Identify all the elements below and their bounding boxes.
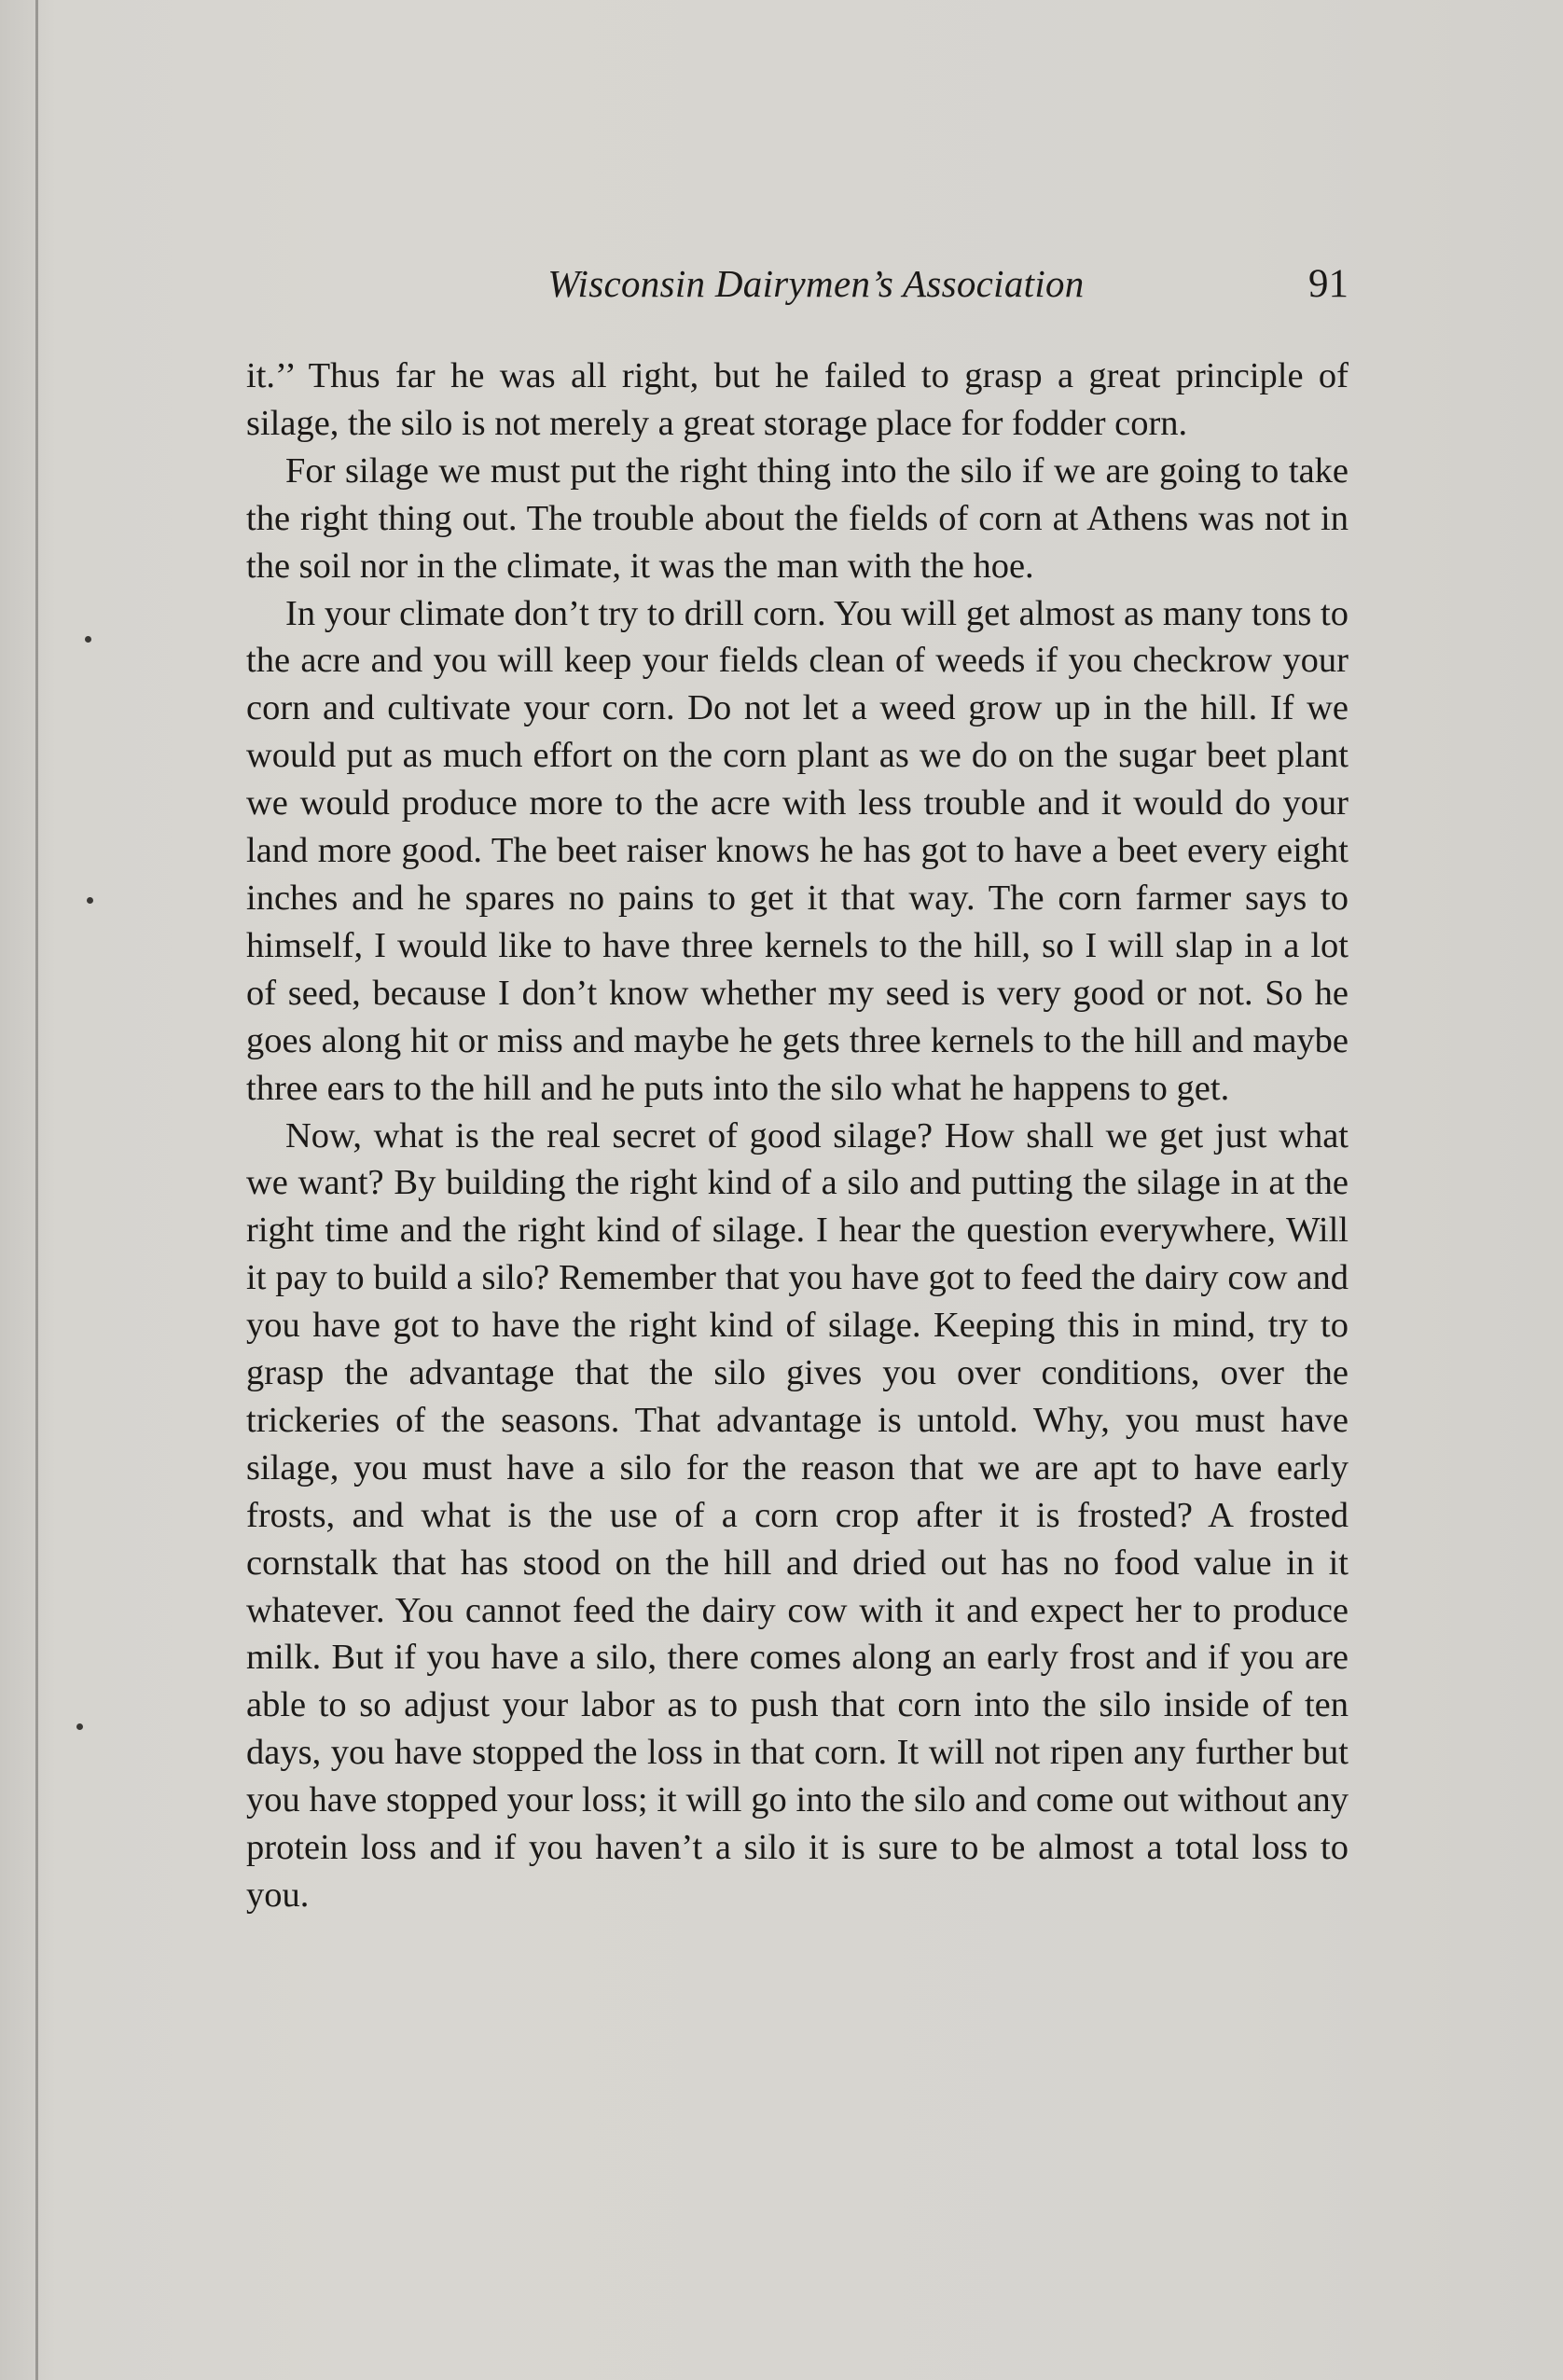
print-speck [85,636,91,643]
print-speck [87,897,93,904]
paragraph-4: Now, what is the real secret of good silage? How shall we get just what we want? By building the right kind of a silo and putting the silage in at the right time and the right kind of silage. I hear the question everywhere, Will it pay to build a silo? Remember that you have got to feed the dairy cow and you have got to have the right kind of silage. Keeping this in mind, try to grasp the advantage that the silo gives you over conditions, over the trickeries of the seasons. That advantage is untold. Why, you must have silage, you must have a silo for the reason that we are apt to have early frosts, and what is the use of a corn crop after it is frosted? A frosted cornstalk that has stood on the hill and dried out has no food value in it whatever. You cannot feed the dairy cow with it and expect her to produce milk. But if you have a silo, there comes along an early frost and if you are able to so adjust your labor as to push that corn into the silo inside of ten days, you have stopped the loss in that corn. It will not ripen any further but you have stopped your loss; it will go into the silo and come out without any protein loss and if you haven’t a silo it is sure to be almost a total loss to you. [246,1115,1349,1915]
body-text [246,353,1349,1919]
paragraph-3: In your climate don’t try to drill corn. You will get almost as many tons to the acre and you will keep your fields clean of weeds if you checkrow your corn and cultivate your corn. Do not let a weed grow up in the hill. If we would put as much effort on the corn plant as we do on the sugar beet plant we would produce more to the acre with less trouble and it would do your land more good. The beet raiser knows he has got to have a beet every eight inches and he spares no pains to get it that way. The corn farmer says to himself, I would like to have three kernels to the hill, so I will slap in a lot of seed, because I don’t know whether my seed is very good or not. So he goes along hit or miss and maybe he gets three kernels to the hill and maybe three ears to the hill and he puts into the silo what he happens to get. [246,593,1349,1108]
page-header [246,261,1349,326]
page-gutter-shadow [35,0,38,2380]
print-speck [76,1723,83,1730]
page-number: 91 [1308,262,1349,306]
paragraph-2: For silage we must put the right thing into the silo if we are going to take the right thing out. The trouble about the fields of corn at Athens was not in the soil nor in the climate, it was the man with the hoe. [246,450,1349,586]
paragraph-1: it.’’ Thus far he was all right, but he failed to grasp a great principle of silage, the silo is not merely a great storage place for fodder corn. [246,356,1349,443]
running-title: Wisconsin Dairymen’s Association [547,262,1085,305]
